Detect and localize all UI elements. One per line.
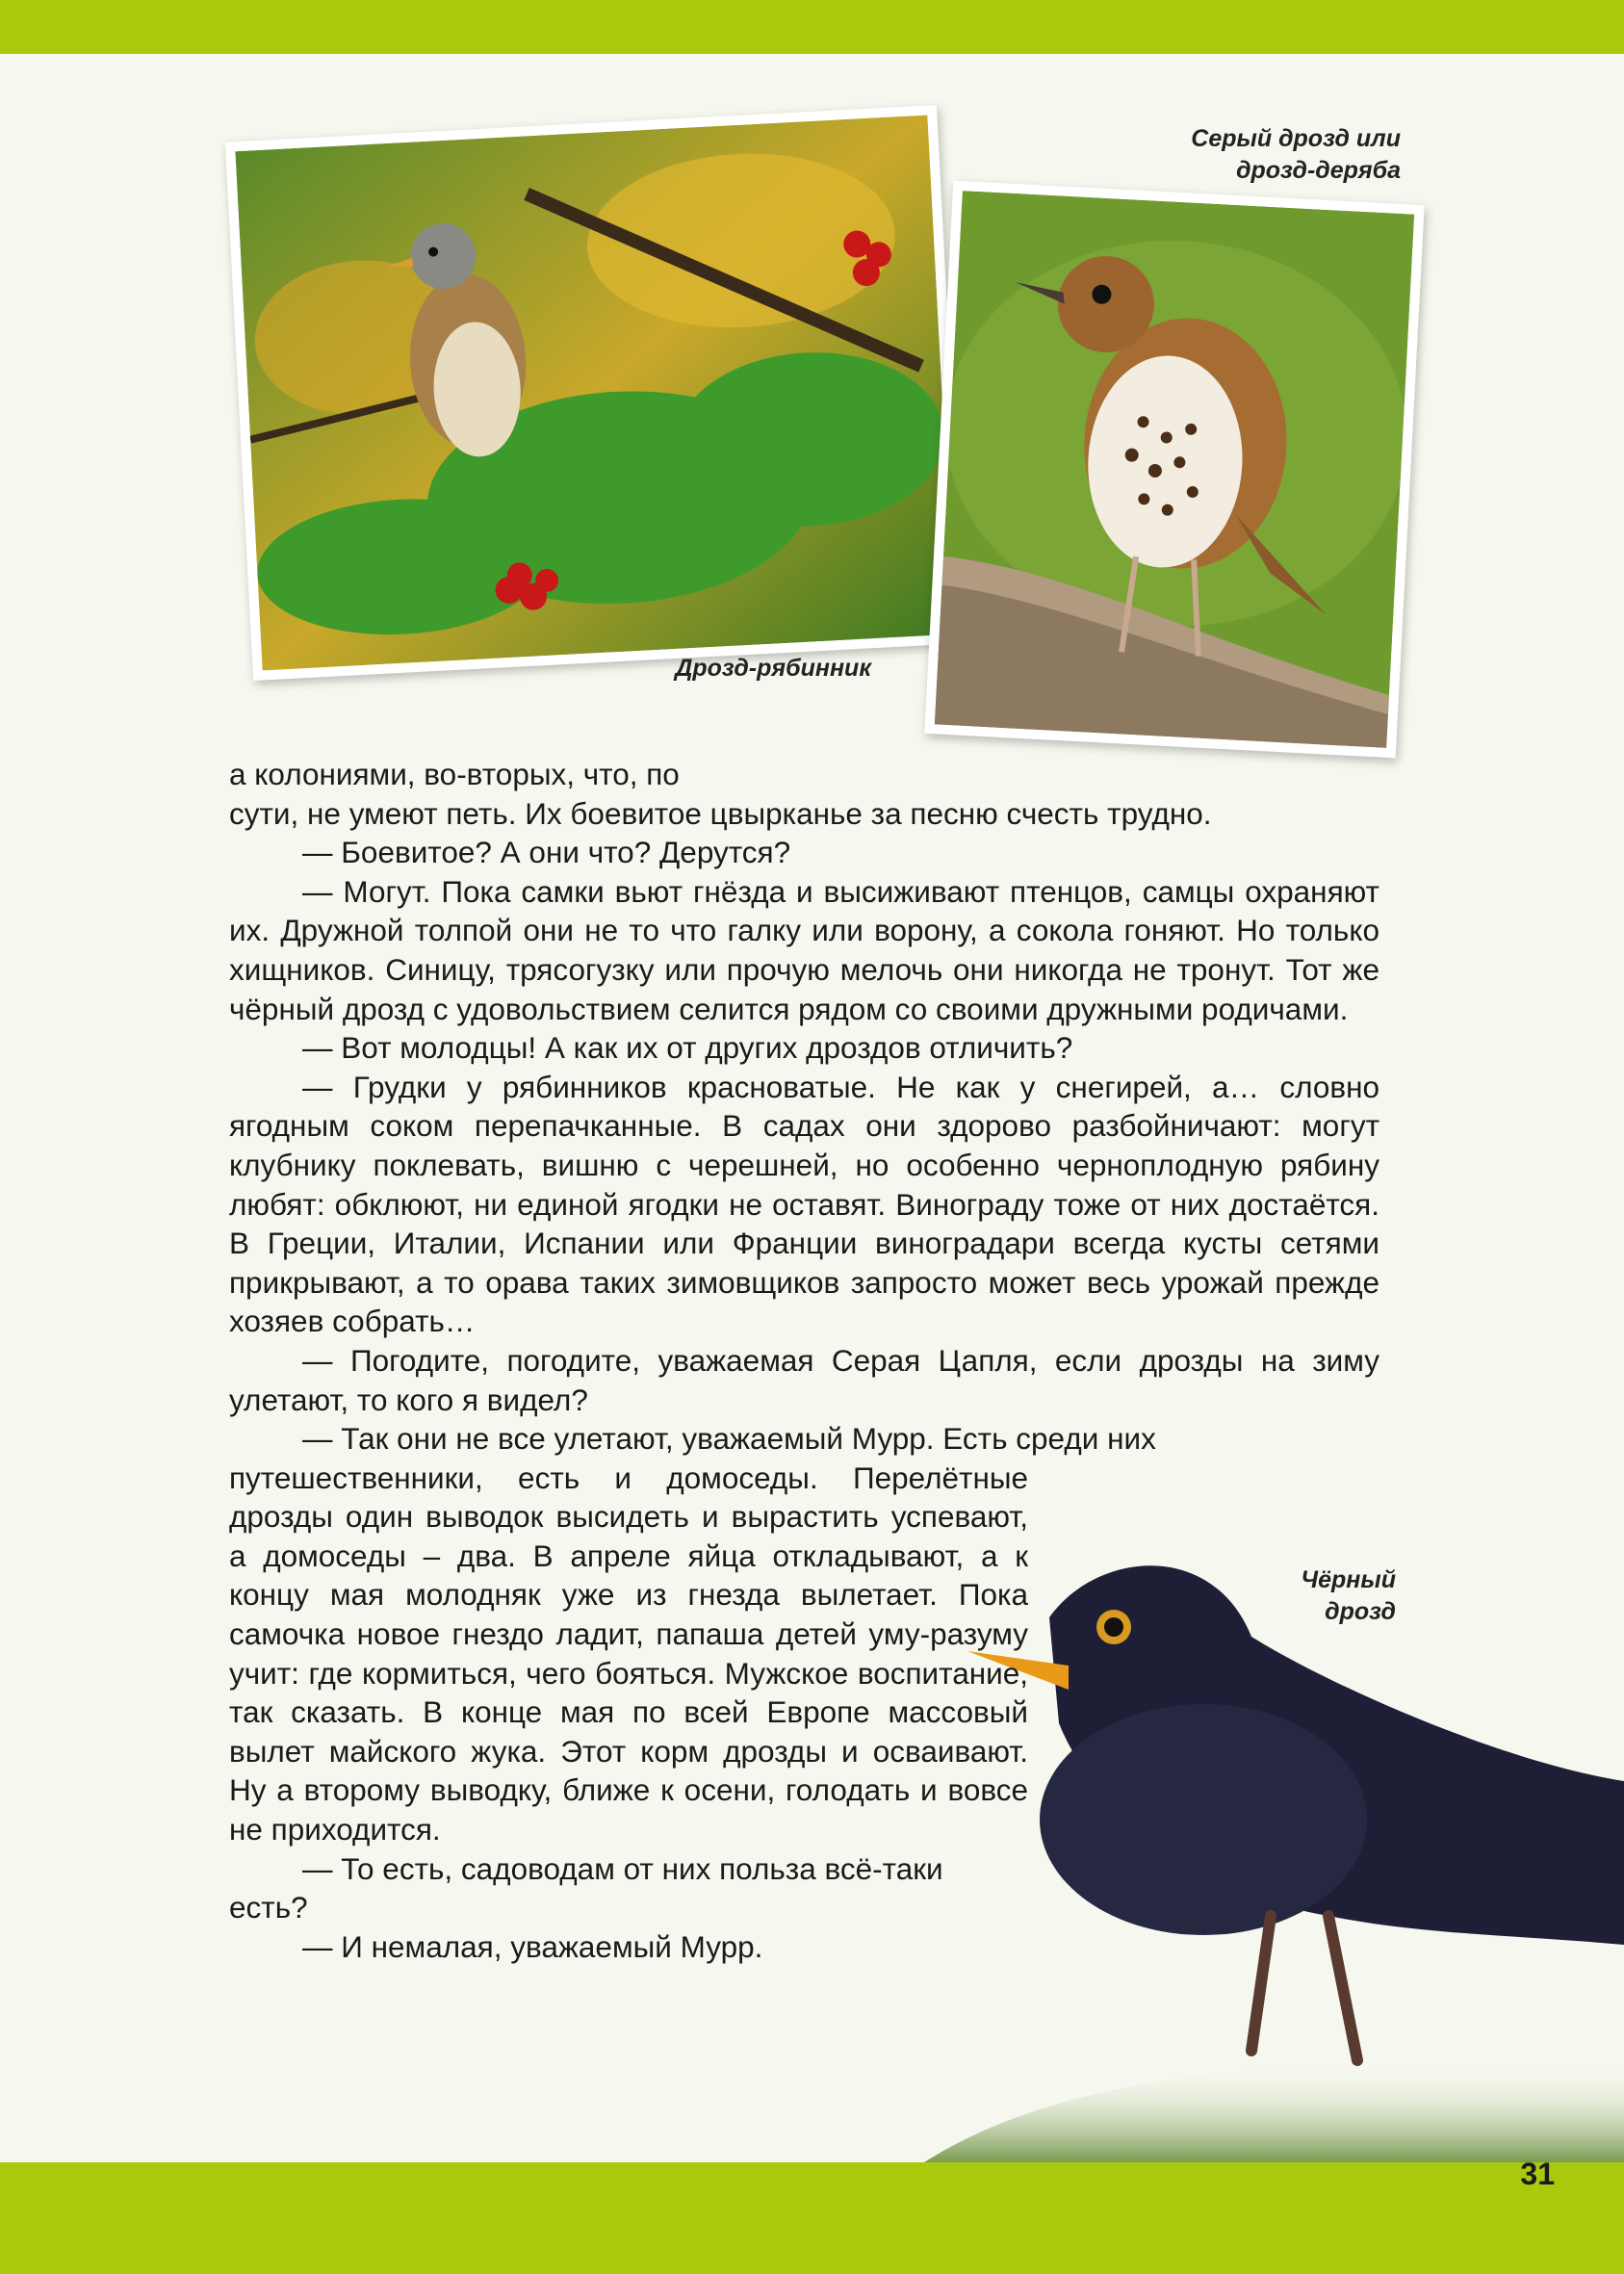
fieldfare-image: [235, 116, 954, 671]
photo-fieldfare: [225, 105, 965, 681]
paragraph: — И немалая, уважаемый Мурр.: [302, 1928, 763, 1964]
page-number: 31: [1520, 2157, 1555, 2191]
caption-blackbird: Чёрный дрозд: [1301, 1566, 1396, 1625]
paragraph: — Погодите, погодите, уважаемая Серая Цапля, если дрозды на зиму улетают, то кого я видел?: [229, 1342, 1379, 1417]
paragraph: — Вот молодцы! А как их от других дроздов отличить?: [302, 1030, 1073, 1066]
bottom-color-bar: [0, 2162, 1624, 2274]
top-color-bar: [0, 0, 1624, 54]
photo-mistle-thrush: [924, 181, 1424, 759]
paragraph: — Могут. Пока самки вьют гнёзда и высиживают птенцов, самцы охраняют их. Дружной толпой они не то что галку или ворону, а сокола гоняют. Но только хищников. Синицу, трясогузку или прочую мелочь они никогда не тронут. Тот же чёрный дрозд с удовольствием селится рядом со своими дружными родичами.: [229, 873, 1379, 1026]
mistle-thrush-image: [935, 191, 1414, 748]
caption-mistle-thrush: Серый дрозд или дрозд-деряба: [1191, 125, 1401, 184]
paragraph: — Так они не все улетают, уважаемый Мурр. Есть среди них: [302, 1421, 1156, 1457]
paragraph: путешественники, есть и домоседы. Перелётные дрозды один выводок высидеть и вырастить успевают, а домоседы – два. В апреле яйца откладывают, а к концу мая молодняк уже из гнезда вылетает. Пока самочка новое гнездо ладит, папаша детей уму-разуму учит: где кормиться, чего бояться. Мужское воспитание, так сказать. В конце мая по всей Европе массовый вылет майского жука. Этот корм дрозды и осваивают. Ну а второму выводку, ближе к осени, голодать и вовсе не приходится.: [229, 1460, 1028, 1848]
caption-fieldfare: Дрозд-рябинник: [675, 655, 871, 682]
paragraph: — Боевитое? А они что? Дерутся?: [302, 835, 791, 870]
paragraph: сути, не умеют петь. Их боевитое цвырканье за песню счесть трудно.: [229, 795, 1212, 831]
paragraph: — Грудки у рябинников красноватые. Не как у снегирей, а… словно ягодным соком перепачканные. В садах они здорово разбойничают: могут клубнику поклевать, вишню с черешней, но особенно черноплодную рябину любят: обклюют, ни единой ягодки не оставят. Винограду тоже от них достаётся. В Греции, Италии, Испании или Франции виноградари всегда кусты сетями прикрывают, а то орава таких зимовщиков запросто может весь урожай прежде хозяев собрать…: [229, 1069, 1379, 1339]
body-text: [229, 755, 1379, 1966]
paragraph: а колониями, во-вторых, что, по: [229, 757, 680, 791]
paragraph: — То есть, садоводам от них польза всё-таки есть?: [229, 1850, 943, 1925]
